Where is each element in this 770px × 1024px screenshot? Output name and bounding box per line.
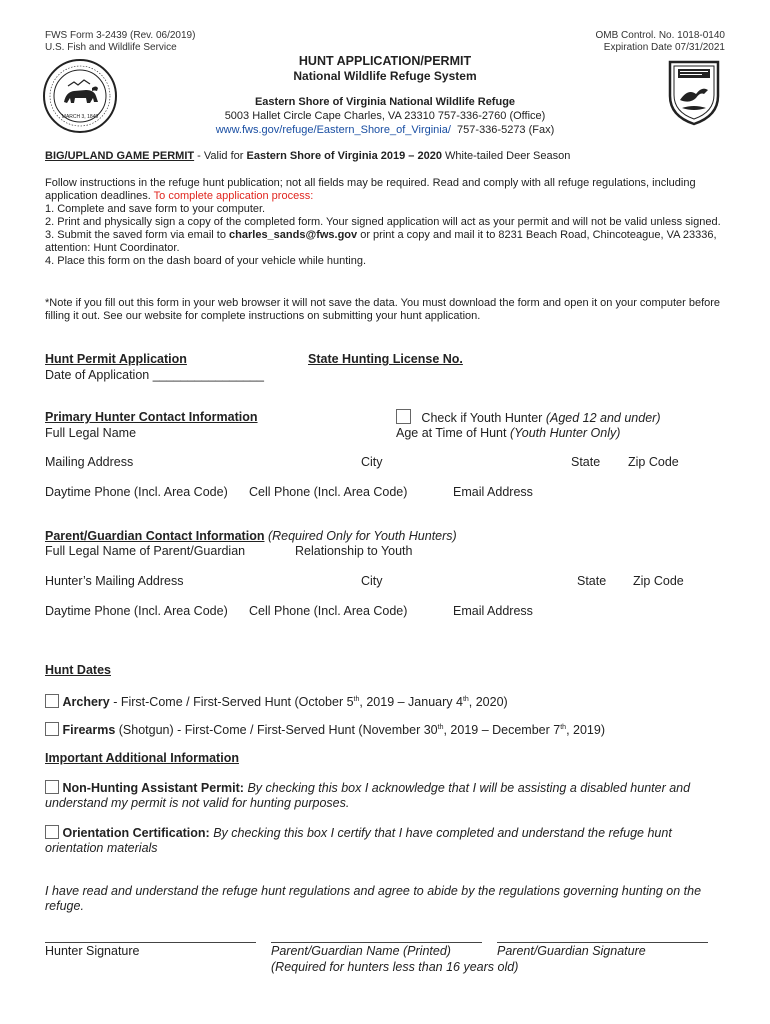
assistant-permit-label: Non-Hunting Assistant Permit: [62,781,244,795]
refuge-fax: 757-336-5273 (Fax) [457,124,555,136]
form-title: HUNT APPLICATION/PERMIT [298,54,472,68]
guardian-heading-note: (Required Only for Youth Hunters) [264,529,457,543]
mailing-address-field[interactable]: Mailing Address [45,455,134,469]
guardian-heading-line [45,529,457,544]
refuge-website-link[interactable]: www.fws.gov/refuge/Eastern_Shore_of_Virginia/ [215,124,451,136]
permit-type-line [45,150,570,163]
form-subtitle: National Wildlife Refuge System [293,69,477,83]
step-2: 2. Print and physically sign a copy of the completed form. Your signed application will act as your permit and will not be valid unless signed. [45,216,721,228]
full-legal-name-field[interactable]: Full Legal Name [45,426,137,440]
email-address-field[interactable]: Email Address [453,485,533,499]
archery-dates-part-2: , 2019 – January 4 [359,695,463,710]
process-label: To complete application process: [153,190,314,202]
firearms-option[interactable] [45,720,605,738]
primary-hunter-heading: Primary Hunter Contact Information [45,410,258,424]
firearms-dates-part-1: (Shotgun) - First-Come / First-Served Hunt (November 30 [115,723,438,738]
firearms-dates-part-2: , 2019 – December 7 [443,723,561,738]
step-1: 1. Complete and save form to your computer. [45,203,266,215]
permit-season: White-tailed Deer Season [441,150,571,162]
hunter-signature-label: Hunter Signature [45,944,140,958]
additional-info-heading: Important Additional Information [45,751,239,765]
refuge-address: 5003 Hallet Circle Cape Charles, VA 23310 757-336-2760 (Office) [224,110,546,122]
permit-valid-for: - Valid for [194,150,247,162]
age-note: (Youth Hunter Only) [509,426,621,440]
guardian-zip-field[interactable]: Zip Code [633,574,684,588]
svg-text:MARCH 3, 1849: MARCH 3, 1849 [61,114,99,120]
firearms-sup-1: th [437,724,444,731]
guardian-email-field[interactable]: Email Address [453,604,533,618]
hunter-signature-line[interactable] [45,942,256,943]
guardian-city-field[interactable]: City [361,574,383,588]
browser-note: *Note if you fill out this form in your web browser it will not save the data. You must download the form and open it on your computer before filling it out. See our website for complete instructions on submitting your hunt application. [45,297,721,322]
agency-name: U.S. Fish and Wildlife Service [45,42,177,53]
archery-dates-part-3: , 2020) [468,695,508,710]
daytime-phone-field[interactable]: Daytime Phone (Incl. Area Code) [45,485,228,499]
assistant-permit-option[interactable] [45,780,725,811]
guardian-signature-line[interactable] [497,942,708,943]
refuge-contact-line [0,124,770,136]
expiration-date: Expiration Date 07/31/2021 [603,42,725,53]
city-field[interactable]: City [361,455,383,469]
guardian-signature-label: Parent/Guardian Signature [497,944,646,958]
archery-option[interactable] [45,692,508,710]
guardian-mailing-field[interactable]: Hunter’s Mailing Address [45,574,184,588]
step-4: 4. Place this form on the dash board of your vehicle while hunting. [45,255,367,267]
youth-hunter-note: (Aged 12 and under) [545,411,661,425]
firearms-sup-2: th [560,724,567,731]
relationship-field[interactable]: Relationship to Youth [295,544,413,558]
license-heading[interactable]: State Hunting License No. [308,352,463,366]
step-3-prefix: 3. Submit the saved form via email to [45,229,230,241]
step-3-suffix: or print a copy and mail it to 8231 Beach Road, Chincoteague, VA 23336, attention: Hunt Coordinator. [45,229,717,254]
guardian-name-label: Parent/Guardian Name (Printed) [271,944,451,958]
youth-hunter-option[interactable] [396,409,660,426]
archery-dates-part-1: - First-Come / First-Served Hunt (October 5 [109,695,354,710]
instructions-block [45,177,725,268]
guardian-state-field[interactable]: State [577,574,607,588]
permit-type: BIG/UPLAND GAME PERMIT [45,150,195,162]
age-at-hunt-field[interactable] [396,426,620,441]
application-date-field[interactable]: Date of Application ________________ [45,368,264,382]
youth-hunter-label: Check if Youth Hunter [421,411,546,425]
guardian-daytime-phone-field[interactable]: Daytime Phone (Incl. Area Code) [45,604,228,618]
guardian-cell-phone-field[interactable]: Cell Phone (Incl. Area Code) [249,604,408,618]
firearms-label: Firearms [62,723,116,738]
cell-phone-field[interactable]: Cell Phone (Incl. Area Code) [249,485,408,499]
guardian-required-note: (Required for hunters less than 16 years old) [271,960,519,974]
orientation-checkbox[interactable] [45,825,59,839]
archery-sup-1: th [353,696,360,703]
firearms-checkbox[interactable] [45,722,59,736]
orientation-label: Orientation Certification: [62,826,210,840]
assistant-permit-text: By checking this box I acknowledge that I will be assisting a disabled hunter and understand my permit is not valid for hunting purposes. [45,781,691,810]
application-heading: Hunt Permit Application [45,352,187,366]
archery-label: Archery [62,695,110,710]
assistant-permit-checkbox[interactable] [45,780,59,794]
guardian-heading: Parent/Guardian Contact Information [45,529,265,543]
agreement-text: I have read and understand the refuge hunt regulations and agree to abide by the regulations governing hunting on the refuge. [45,884,702,913]
archery-sup-2: th [462,696,469,703]
refuge-name: Eastern Shore of Virginia National Wildlife Refuge [254,96,516,108]
instructions-intro: Follow instructions in the refuge hunt publication; not all fields may be required. Read and comply with all refuge regulations, including application deadlines. [45,177,696,202]
form-number: FWS Form 3-2439 (Rev. 06/2019) [45,30,196,41]
youth-hunter-checkbox[interactable] [396,409,411,424]
age-label: Age at Time of Hunt [396,426,510,440]
orientation-option[interactable] [45,825,725,856]
archery-checkbox[interactable] [45,694,59,708]
omb-control: OMB Control. No. 1018-0140 [595,30,725,41]
state-field[interactable]: State [571,455,601,469]
orientation-text: By checking this box I certify that I have completed and understand the refuge hunt orientation materials [45,826,672,855]
hunt-dates-heading: Hunt Dates [45,663,111,677]
coordinator-email[interactable]: charles_sands@fws.gov [229,229,358,241]
guardian-name-field[interactable]: Full Legal Name of Parent/Guardian [45,544,246,558]
permit-location: Eastern Shore of Virginia 2019 – 2020 [246,150,442,162]
guardian-name-line[interactable] [271,942,482,943]
zip-code-field[interactable]: Zip Code [628,455,679,469]
firearms-dates-part-3: , 2019) [566,723,605,738]
